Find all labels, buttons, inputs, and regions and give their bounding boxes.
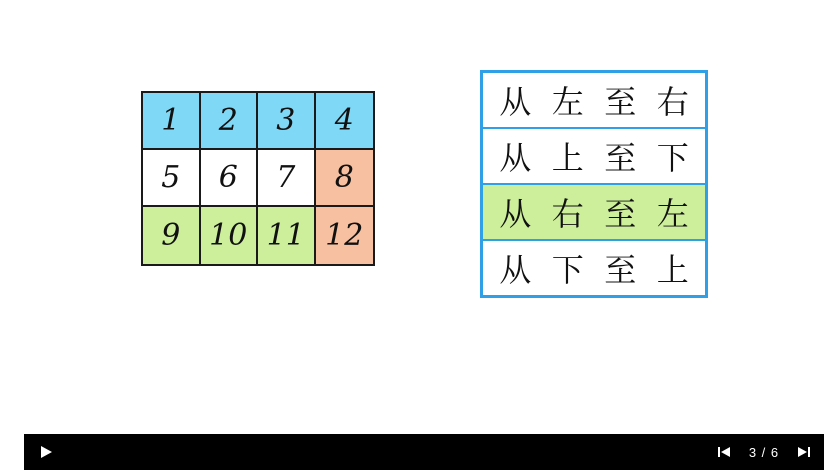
grid-cell: 5 [143,150,201,207]
previous-slide-button[interactable] [706,434,742,470]
next-slide-button[interactable] [786,434,822,470]
direction-char: 从 [499,83,532,121]
grid-cell: 2 [201,93,259,150]
grid-cell: 9 [143,207,201,264]
direction-char: 至 [604,83,637,121]
grid-cell: 3 [258,93,316,150]
direction-char: 至 [604,195,637,233]
direction-row [483,73,705,129]
direction-char: 左 [551,83,584,121]
direction-row-highlighted [483,185,705,241]
direction-char: 从 [499,139,532,177]
grid-cell: 10 [201,207,259,264]
play-icon [39,445,53,459]
direction-table [480,70,708,298]
grid-cell: 7 [258,150,316,207]
direction-char: 至 [604,251,637,289]
player-control-bar [24,434,824,470]
skip-previous-icon [717,445,731,459]
direction-char: 左 [656,195,689,233]
direction-row [483,129,705,185]
skip-next-icon [797,445,811,459]
play-button[interactable] [28,434,64,470]
grid-cell: 8 [316,150,374,207]
number-grid [141,91,375,266]
grid-cell: 1 [143,93,201,150]
direction-char: 右 [551,195,584,233]
direction-char: 至 [604,139,637,177]
direction-char: 下 [656,139,689,177]
direction-row [483,241,705,295]
direction-char: 上 [551,139,584,177]
grid-cell: 4 [316,93,374,150]
page-indicator: 3 / 6 [748,444,780,460]
direction-char: 右 [656,83,689,121]
grid-cell: 6 [201,150,259,207]
direction-char: 上 [656,251,689,289]
direction-char: 从 [499,251,532,289]
grid-cell: 11 [258,207,316,264]
direction-char: 从 [499,195,532,233]
direction-char: 下 [551,251,584,289]
grid-cell: 12 [316,207,374,264]
